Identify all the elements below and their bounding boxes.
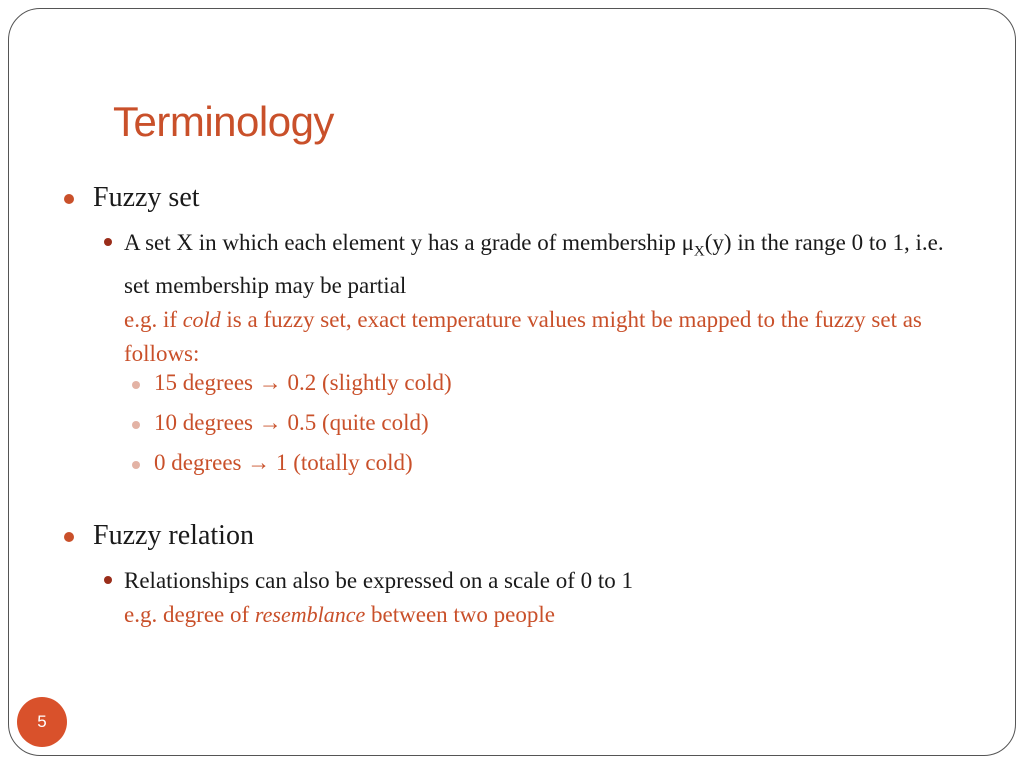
mapping-item [154, 450, 413, 476]
bullet-fuzzy-relation [93, 520, 254, 552]
fuzzy-set-definition [124, 226, 954, 371]
mapping-bullet-dot [132, 421, 140, 429]
bullet-fuzzy-relation-label: Fuzzy relation [93, 520, 254, 551]
example-prefix: e.g. degree of [124, 602, 255, 627]
mapping-text: 15 degrees → 0.2 (slightly cold) [154, 370, 452, 395]
definition-text-start: A set X in which each element y has a grade of membership μ [124, 230, 694, 255]
fuzzy-set-example [124, 307, 922, 366]
definition-text-end: (y) in the range 0 to 1, i.e. set membership may be partial [124, 230, 944, 298]
membership-subscript: X [693, 243, 705, 260]
mapping-item [154, 370, 452, 396]
bullet-fuzzy-set-label: Fuzzy set [93, 182, 200, 213]
bullet-dot [64, 194, 74, 204]
sub-bullet-dot [104, 238, 112, 246]
page-number-badge: 5 [17, 697, 67, 747]
fuzzy-relation-example [124, 602, 555, 627]
example-emphasis: cold [182, 306, 221, 332]
mapping-bullet-dot [132, 461, 140, 469]
mapping-item [154, 410, 429, 436]
example-prefix: e.g. if [124, 306, 183, 332]
mapping-text: 10 degrees → 0.5 (quite cold) [154, 410, 429, 435]
bullet-fuzzy-set [93, 182, 200, 214]
slide-title: Terminology [113, 98, 334, 145]
sub-bullet-dot [104, 576, 112, 584]
example-emphasis: resemblance [254, 602, 366, 627]
example-suffix: between two people [365, 602, 555, 627]
relation-definition-text: Relationships can also be expressed on a scale of 0 to 1 [124, 568, 634, 593]
fuzzy-relation-definition [124, 564, 954, 632]
bullet-dot [64, 532, 74, 542]
example-suffix: is a fuzzy set, exact temperature values might be mapped to the fuzzy set as follows: [124, 306, 922, 366]
mapping-text: 0 degrees → 1 (totally cold) [154, 450, 413, 475]
mapping-bullet-dot [132, 381, 140, 389]
